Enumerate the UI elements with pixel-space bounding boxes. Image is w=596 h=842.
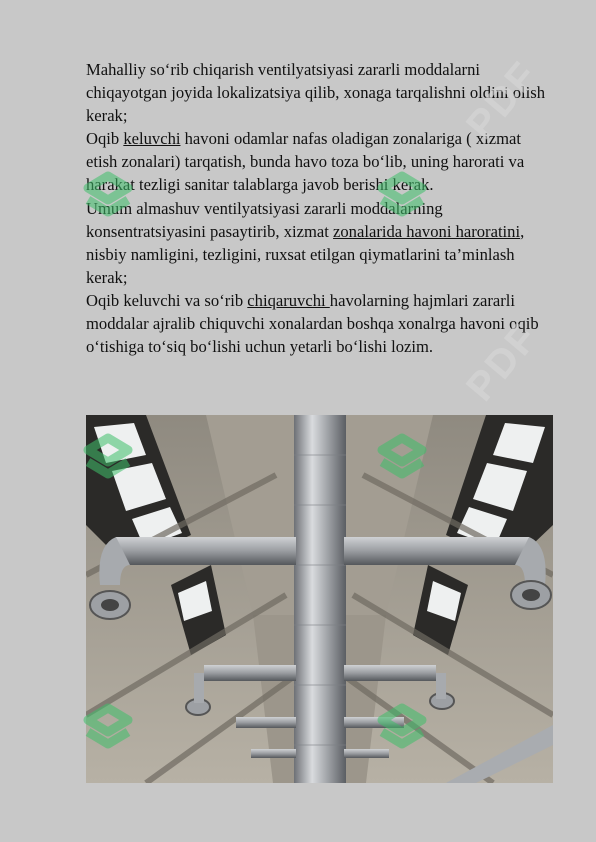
paragraph-4: Oqib keluvchi va so‘rib chiqaruvchi havolarning hajmlari zararli moddalar ajralib chiquvchi xonalardan boshqa xonalrga havoni oqib o‘tishiga to‘siq bo‘lishi uchun yetarli bo‘lishi lozim. — [86, 290, 539, 357]
paragraph-1: Mahalliy so‘rib chiqarish ventilyatsiyasi zararli moddalarni chiqayotgan joyida lokalizatsiya qilib, xonaga tarqalishni oldini olish kerak; — [86, 60, 546, 126]
watermark-logo-icon — [372, 168, 432, 228]
watermark-logo-icon — [372, 430, 432, 490]
watermark-logo-icon — [78, 430, 138, 490]
watermark-logo-icon — [78, 168, 138, 228]
watermark-text: PDF — [458, 53, 548, 148]
watermark-logo-icon — [372, 700, 432, 760]
paragraph-3: Umum almashuv ventilyatsiyasi zararli moddalarning konsentratsiyasini pasaytirib, xizmat zonalarida havoni haroratini, nisbiy namligini, tezligini, ruxsat etilgan qiymatlarini ta’minlash kerak; — [86, 198, 525, 287]
paragraph-2: Oqib keluvchi havoni odamlar nafas oladigan zonalariga ( xizmat etish zonalari) tarqatish, bunda havo toza bo‘lib, uning harorati va harakat tezligi sanitar talablarga javob berishi kerak. — [86, 129, 525, 195]
watermark-logo-icon — [78, 700, 138, 760]
watermark-text: PDF — [458, 315, 548, 410]
ventilation-ducts-photo — [86, 415, 553, 783]
